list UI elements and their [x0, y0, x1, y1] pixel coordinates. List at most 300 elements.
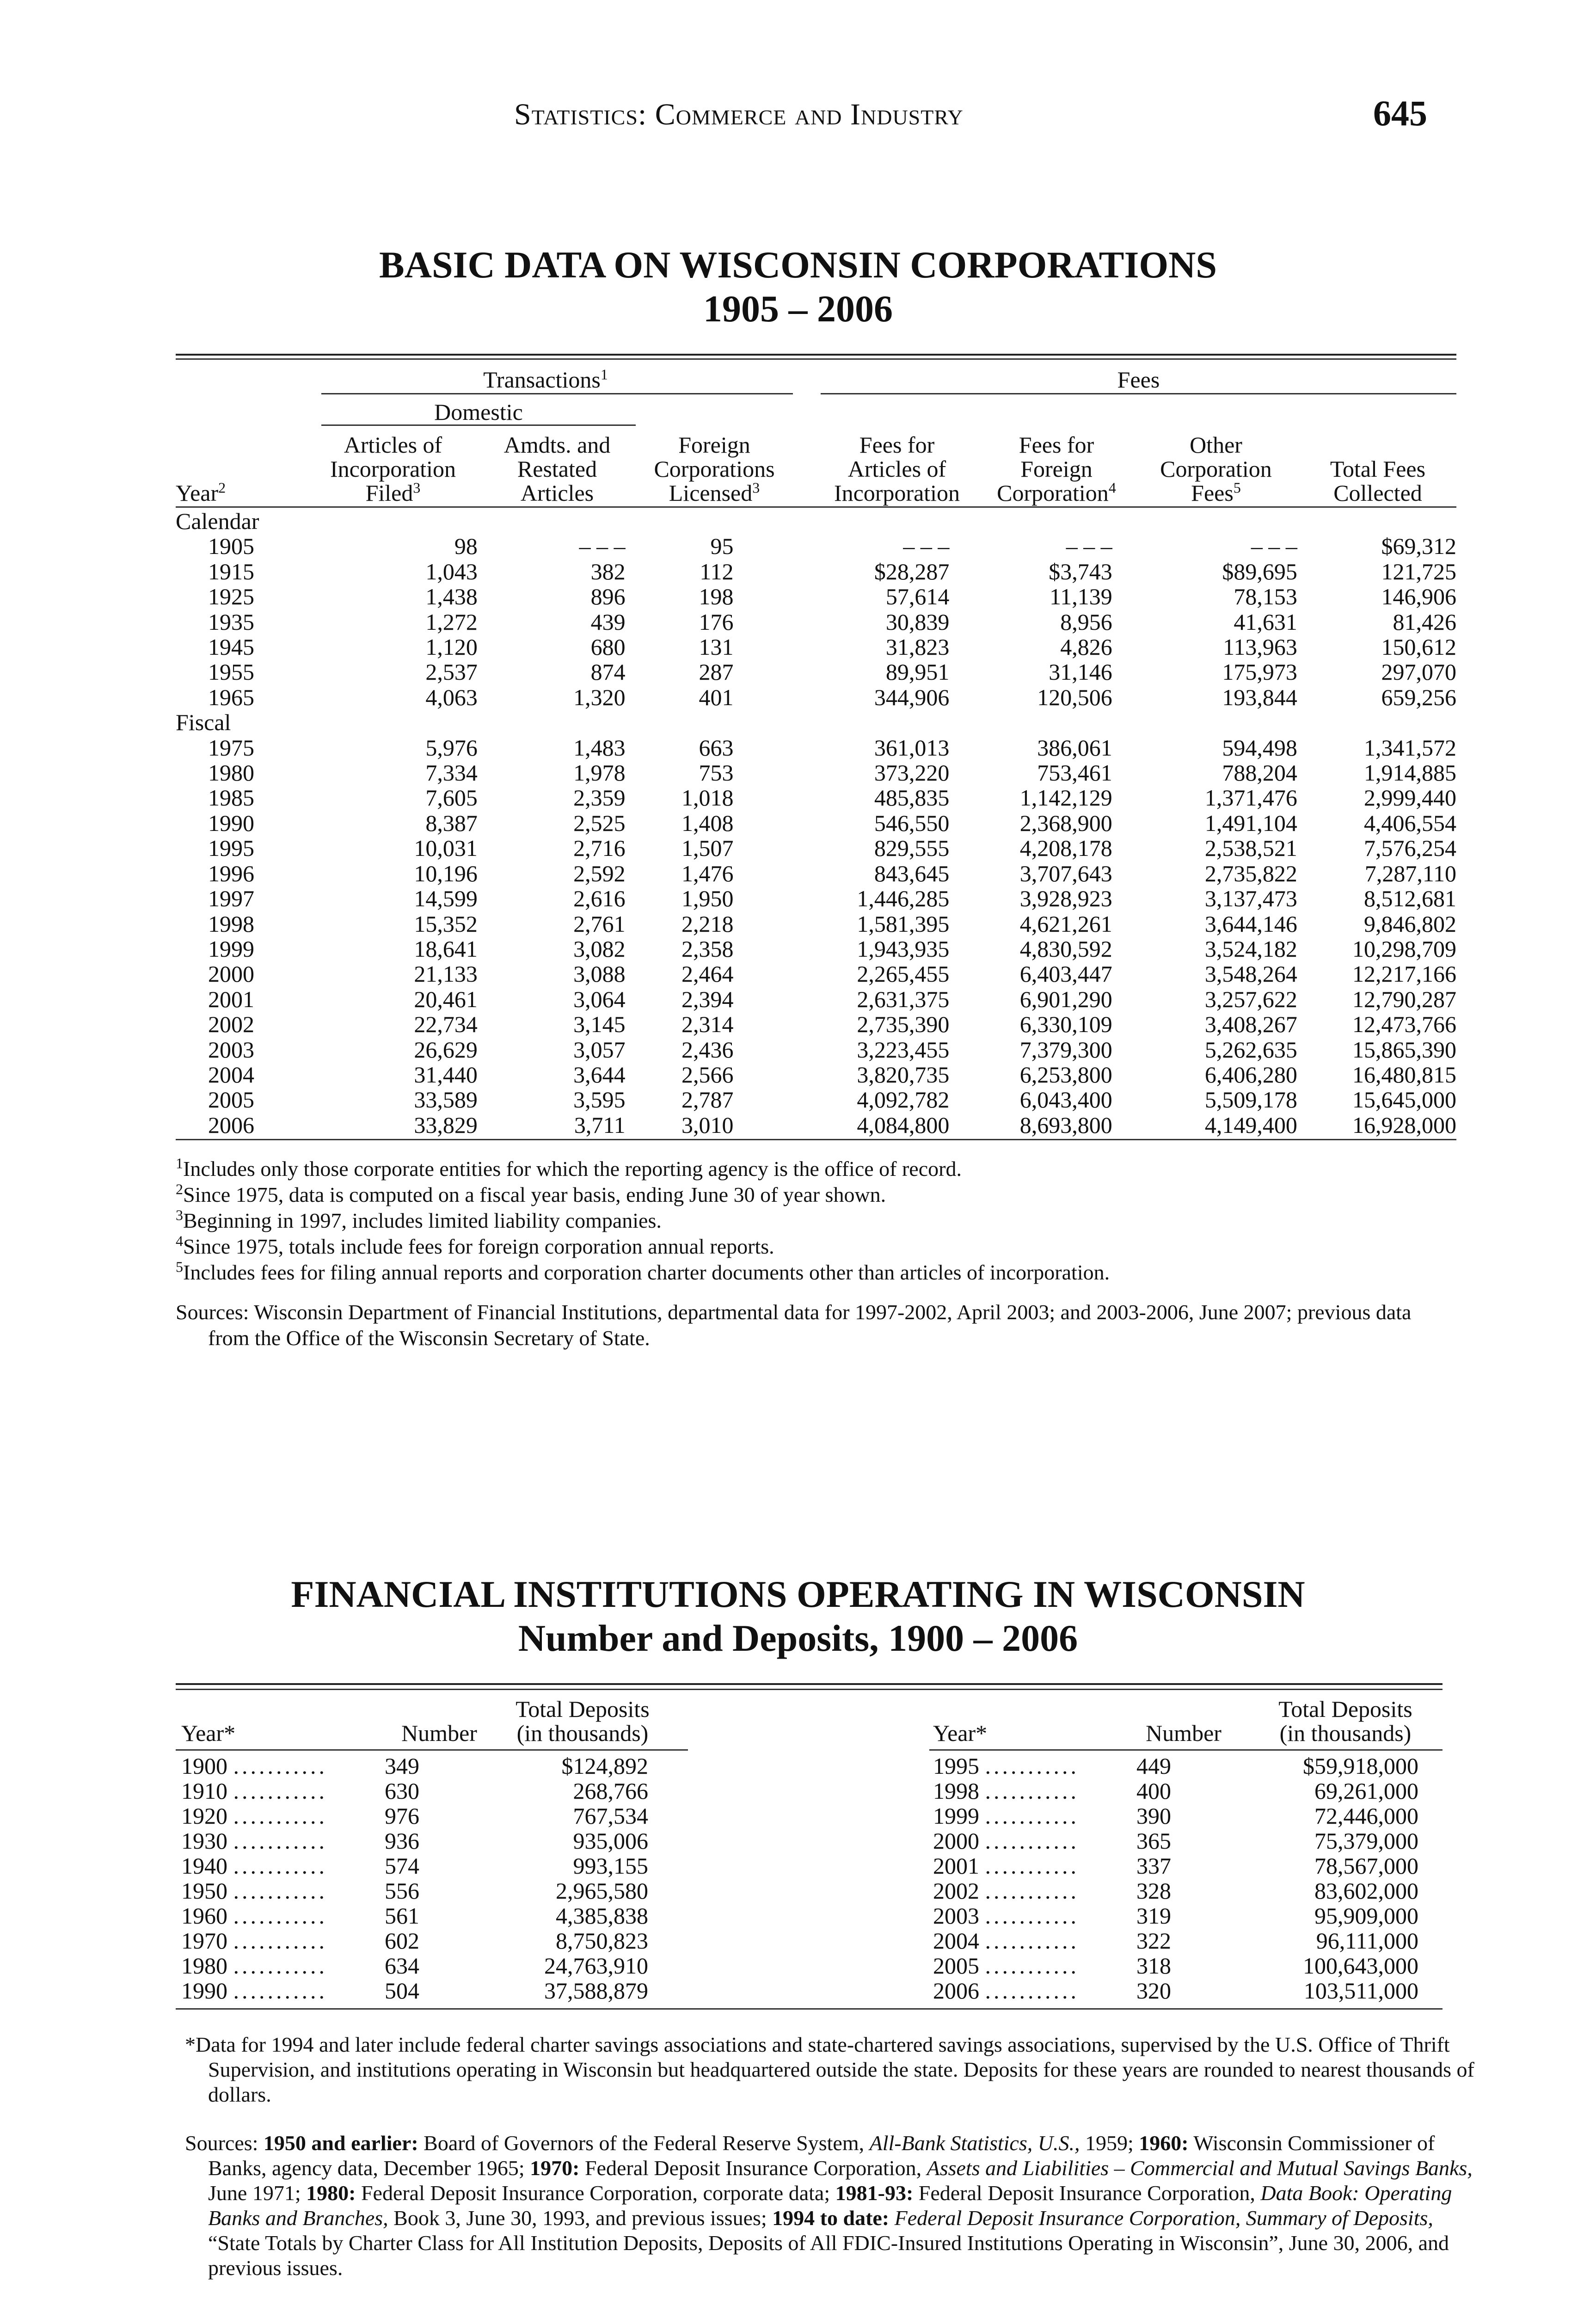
row-year: 1965 — [208, 684, 254, 710]
cell-value: 373,220 — [874, 760, 950, 786]
cell-value: 896 — [590, 584, 626, 610]
cell-value: 3,820,735 — [857, 1061, 950, 1088]
cell-value: 11,139 — [1050, 584, 1112, 610]
footnote — [176, 1182, 1456, 1208]
cell-value: 10,031 — [414, 835, 478, 861]
table-row — [176, 936, 1456, 961]
row-year: 1997 — [208, 885, 254, 912]
cell-value: 3,064 — [573, 986, 626, 1012]
cell-value: 31,440 — [414, 1061, 478, 1088]
row-year: 1975 — [208, 734, 254, 761]
footnote — [176, 1260, 1456, 1285]
row-year-cell — [933, 1878, 1132, 1903]
col-fees-articles-header: Fees for Articles of Incorporation — [834, 432, 960, 506]
corp-header-rule — [176, 506, 1456, 508]
cell-value: 21,133 — [414, 961, 478, 987]
cell-value: 2,525 — [573, 810, 626, 836]
footnote-text: Beginning in 1997, includes limited liability companies. — [183, 1209, 662, 1232]
row-year: 2000 — [933, 1828, 979, 1854]
cell-value: 1,371,476 — [1204, 785, 1297, 811]
cell-value: 95 — [710, 533, 734, 560]
row-year: 1996 — [208, 860, 254, 886]
cell-value: 7,379,300 — [1019, 1036, 1112, 1063]
cell-value: 6,403,447 — [1019, 961, 1112, 987]
table-row — [176, 534, 1456, 559]
row-year-cell — [181, 1778, 380, 1803]
col-foreign-header: Foreign Corporations Licensed$^3$ — [654, 432, 775, 506]
cell-value: 2,358 — [681, 935, 734, 962]
table-row — [933, 1928, 1418, 1953]
cell-value: 1,120 — [425, 634, 478, 660]
leader-dots: ........... — [985, 1903, 1079, 1929]
cell-value: 4,092,782 — [857, 1087, 950, 1113]
cell-value: 2,761 — [573, 910, 626, 937]
cell-value: 15,352 — [414, 910, 478, 937]
cell-value: 4,826 — [1060, 634, 1112, 660]
cell-number: 574 — [385, 1853, 419, 1879]
row-year: 2003 — [208, 1036, 254, 1063]
row-year: 2006 — [208, 1112, 254, 1138]
leader-dots: ........... — [233, 1778, 327, 1804]
cell-value: 3,257,622 — [1204, 986, 1297, 1012]
cell-number: 328 — [1136, 1878, 1171, 1904]
cell-value: 8,693,800 — [1019, 1112, 1112, 1138]
cell-value: 1,438 — [425, 584, 478, 610]
leader-dots: ........... — [233, 1803, 327, 1829]
cell-value: 3,644,146 — [1204, 910, 1297, 937]
footnote-text: Includes fees for filing annual reports and corporation charter documents other than articles of incorporation. — [183, 1261, 1110, 1284]
table-row — [181, 1903, 648, 1928]
cell-value: 4,406,554 — [1364, 810, 1456, 836]
table-row — [181, 1928, 648, 1953]
cell-deposits: 2,965,580 — [556, 1878, 648, 1904]
table-row — [933, 1853, 1418, 1878]
cell-value: 659,256 — [1381, 684, 1456, 710]
row-year-cell — [181, 1828, 380, 1853]
footnote-text: Since 1975, totals include fees for foreign corporation annual reports. — [183, 1235, 774, 1258]
cell-value: $89,695 — [1222, 558, 1297, 584]
col-articles-header: Articles of Incorporation Filed$^3$ — [330, 432, 456, 506]
row-year: 1940 — [181, 1853, 227, 1879]
cell-value: 18,641 — [414, 935, 478, 962]
cell-value: 15,645,000 — [1352, 1087, 1456, 1113]
cell-value: 120,506 — [1037, 684, 1112, 710]
leader-dots: ........... — [233, 1903, 327, 1929]
cell-deposits: 103,511,000 — [1303, 1978, 1418, 2004]
cell-deposits: 24,763,910 — [544, 1953, 648, 1979]
fin-right-year-header: Year* — [933, 1720, 988, 1746]
cell-value: 3,145 — [573, 1011, 626, 1038]
fin-top-rule — [176, 1683, 1443, 1685]
cell-value: 131 — [699, 634, 734, 660]
leader-dots: ........... — [985, 1803, 1079, 1829]
row-year: 1995 — [208, 835, 254, 861]
cell-value: 546,550 — [874, 810, 950, 836]
cell-deposits: 37,588,879 — [544, 1978, 648, 2004]
table-row — [176, 1012, 1456, 1037]
cell-value: 3,088 — [573, 961, 626, 987]
row-year: 2004 — [933, 1928, 979, 1954]
cell-value: 3,057 — [573, 1036, 626, 1063]
row-year-cell — [181, 1803, 380, 1828]
cell-number: 936 — [385, 1828, 419, 1854]
row-year: 2002 — [933, 1878, 979, 1904]
fin-bottom-rule — [176, 2008, 1443, 2010]
row-year: 1999 — [933, 1803, 979, 1829]
transactions-rule — [321, 393, 793, 394]
cell-value: 6,253,800 — [1019, 1061, 1112, 1088]
cell-number: 365 — [1136, 1828, 1171, 1854]
fin-left-deposits-header: Total Deposits (in thousands) — [516, 1696, 650, 1746]
cell-number: 556 — [385, 1878, 419, 1904]
row-year: 2003 — [933, 1903, 979, 1929]
table-row — [176, 584, 1456, 609]
cell-value: 2,716 — [573, 835, 626, 861]
cell-value: 1,483 — [573, 734, 626, 761]
cell-value: 297,070 — [1381, 659, 1456, 685]
cell-value: 31,146 — [1049, 659, 1112, 685]
cell-deposits: 100,643,000 — [1303, 1953, 1418, 1979]
cell-value: 485,835 — [874, 785, 950, 811]
cell-value: 8,512,681 — [1364, 885, 1456, 912]
table-row — [181, 1878, 648, 1903]
cell-value: 146,906 — [1381, 584, 1456, 610]
row-year: 1945 — [208, 634, 254, 660]
footnote-text: Includes only those corporate entities for which the reporting agency is the office of record. — [183, 1157, 962, 1181]
row-year: 1960 — [181, 1903, 227, 1929]
cell-value: 4,084,800 — [857, 1112, 950, 1138]
row-year: 1900 — [181, 1753, 227, 1779]
cell-number: 318 — [1136, 1953, 1171, 1979]
cell-number: 322 — [1136, 1928, 1171, 1954]
cell-value: 1,914,885 — [1364, 760, 1456, 786]
row-year: 1950 — [181, 1878, 227, 1904]
row-year: 2005 — [933, 1953, 979, 1979]
cell-number: 561 — [385, 1903, 419, 1929]
cell-value: 1,950 — [681, 885, 734, 912]
footnote — [176, 1234, 1456, 1260]
cell-value: 7,287,110 — [1364, 860, 1456, 886]
leader-dots: ........... — [233, 1978, 327, 2004]
leader-dots: ........... — [985, 1778, 1079, 1804]
row-year-cell — [181, 1753, 380, 1778]
row-year: 1980 — [208, 760, 254, 786]
cell-value: 3,137,473 — [1204, 885, 1297, 912]
table-row — [176, 836, 1456, 861]
cell-value: 57,614 — [885, 584, 950, 610]
cell-value: 2,218 — [681, 910, 734, 937]
table-row — [933, 1953, 1418, 1978]
fin-right-deposits-header: Total Deposits (in thousands) — [1278, 1696, 1412, 1746]
cell-value: 89,951 — [885, 659, 950, 685]
cell-value: 16,480,815 — [1352, 1061, 1456, 1088]
corp-title: BASIC DATA ON WISCONSIN CORPORATIONS — [379, 244, 1217, 286]
cell-value: 150,612 — [1381, 634, 1456, 660]
cell-value: 753,461 — [1037, 760, 1112, 786]
cell-value: 2,464 — [681, 961, 734, 987]
cell-value: 7,605 — [425, 785, 478, 811]
corp-subtitle: 1905 – 2006 — [703, 288, 893, 330]
cell-value: 2,787 — [681, 1087, 734, 1113]
table-row — [176, 886, 1456, 911]
cell-value: 113,963 — [1223, 634, 1297, 660]
corp-top-rule — [176, 354, 1456, 356]
cell-value: 287 — [699, 659, 734, 685]
cell-value: 1,408 — [681, 810, 734, 836]
table-row — [176, 609, 1456, 634]
col-year-header: Year$^2$ — [176, 479, 226, 506]
cell-value: 176 — [699, 609, 734, 635]
cell-value: 7,576,254 — [1364, 835, 1456, 861]
cell-value: 3,524,182 — [1204, 935, 1297, 962]
cell-value: 6,901,290 — [1019, 986, 1112, 1012]
cell-number: 976 — [385, 1803, 419, 1829]
cell-deposits: 83,602,000 — [1314, 1878, 1418, 1904]
table-row — [176, 1062, 1456, 1087]
row-year: 1915 — [208, 558, 254, 584]
cell-value: 2,616 — [573, 885, 626, 912]
cell-number: 449 — [1136, 1753, 1171, 1779]
cell-value: 81,426 — [1393, 609, 1456, 635]
footnote-number: 2 — [176, 1181, 183, 1198]
col-total-fees-header: Total Fees Collected — [1330, 456, 1426, 506]
cell-value: 4,208,178 — [1019, 835, 1112, 861]
leader-dots: ........... — [233, 1878, 327, 1904]
cell-value: 4,149,400 — [1204, 1112, 1297, 1138]
cell-value: 680 — [590, 634, 626, 660]
cell-value: 15,865,390 — [1352, 1036, 1456, 1063]
col-other-fees-header: Other Corporation Fees$^5$ — [1160, 432, 1272, 506]
cell-value: 382 — [590, 558, 626, 584]
cell-value: 2,735,822 — [1204, 860, 1297, 886]
table-row — [176, 1087, 1456, 1112]
cell-deposits: 75,379,000 — [1314, 1828, 1418, 1854]
table-row — [933, 1828, 1418, 1853]
cell-value: 1,507 — [681, 835, 734, 861]
cell-value: 3,082 — [573, 935, 626, 962]
cell-value: $3,743 — [1049, 558, 1112, 584]
row-year: 1998 — [933, 1778, 979, 1804]
cell-value: 5,509,178 — [1204, 1087, 1297, 1113]
cell-value: 5,262,635 — [1204, 1036, 1297, 1063]
cell-value: 22,734 — [414, 1011, 478, 1038]
row-year-cell — [933, 1853, 1132, 1878]
footnote-number: 3 — [176, 1206, 183, 1224]
fees-header: Fees — [1117, 367, 1160, 393]
cell-value: 1,581,395 — [857, 910, 950, 937]
cell-value: 2,537 — [425, 659, 478, 685]
section-fiscal — [176, 710, 1456, 735]
cell-value: 2,592 — [573, 860, 626, 886]
leader-dots: ........... — [233, 1853, 327, 1879]
cell-deposits: 72,446,000 — [1314, 1803, 1418, 1829]
cell-value: 2,436 — [681, 1036, 734, 1063]
row-year: 2005 — [208, 1087, 254, 1113]
cell-value: 33,829 — [414, 1112, 478, 1138]
table-row — [176, 961, 1456, 986]
footnote — [176, 1208, 1456, 1234]
cell-number: 602 — [385, 1928, 419, 1954]
cell-deposits: 78,567,000 — [1314, 1853, 1418, 1879]
cell-value: 2,735,390 — [857, 1011, 950, 1038]
table-row — [933, 1903, 1418, 1928]
cell-value: – – – — [903, 533, 950, 560]
table-row — [933, 1778, 1418, 1803]
cell-value: 386,061 — [1037, 734, 1112, 761]
corp-sources: Sources: Wisconsin Department of Financial Institutions, departmental data for 1997-2002, April 2003; and 2003-2006, June 2007; previous data from the Office of the Wisconsin Secretary of State. — [176, 1300, 1412, 1350]
cell-value: 3,595 — [573, 1087, 626, 1113]
fin-right-header-rule — [929, 1749, 1443, 1751]
fin-title: FINANCIAL INSTITUTIONS OPERATING IN WISCONSIN — [291, 1573, 1305, 1615]
table-row — [176, 811, 1456, 836]
cell-value: 1,043 — [425, 558, 478, 584]
fin-left-table — [181, 1753, 648, 2003]
row-year: 2000 — [208, 961, 254, 987]
cell-number: 320 — [1136, 1978, 1171, 2004]
cell-value: 112 — [700, 558, 734, 584]
table-row — [933, 1978, 1418, 2003]
table-row — [933, 1878, 1418, 1903]
leader-dots: ........... — [233, 1753, 327, 1779]
cell-value: 663 — [699, 734, 734, 761]
row-year-cell — [933, 1778, 1132, 1803]
cell-value: – – – — [1066, 533, 1112, 560]
leader-dots: ........... — [233, 1928, 327, 1954]
cell-value: 31,823 — [885, 634, 950, 660]
cell-value: 2,314 — [681, 1011, 734, 1038]
cell-value: 1,341,572 — [1364, 734, 1456, 761]
cell-value: 788,204 — [1222, 760, 1297, 786]
cell-deposits: 96,111,000 — [1316, 1928, 1418, 1954]
section-calendar-label: Calendar — [176, 508, 259, 534]
cell-value: 829,555 — [874, 835, 950, 861]
transactions-header: Transactions$^1$ — [483, 366, 608, 393]
cell-value: 26,629 — [414, 1036, 478, 1063]
row-year: 1990 — [208, 810, 254, 836]
fin-right-table — [933, 1753, 1418, 2003]
footnote-text: Since 1975, data is computed on a fiscal year basis, ending June 30 of year shown. — [183, 1183, 886, 1206]
cell-number: 634 — [385, 1953, 419, 1979]
fin-note: *Data for 1994 and later include federal charter savings associations and state-chartered savings associations, supervised by the U.S. Office of Thrift Supervision, and institutions operating in Wisconsin but headquartered outside the state. Deposits for these years are rounded to nearest thousands of dollars. — [185, 2033, 1474, 2106]
fin-top-rule-2 — [176, 1689, 1443, 1690]
cell-value: 1,491,104 — [1204, 810, 1297, 836]
cell-deposits: 935,006 — [573, 1828, 648, 1854]
row-year: 1995 — [933, 1753, 979, 1779]
cell-value: 3,223,455 — [857, 1036, 950, 1063]
cell-value: 1,320 — [573, 684, 626, 710]
cell-value: 2,999,440 — [1364, 785, 1456, 811]
cell-value: 6,406,280 — [1204, 1061, 1297, 1088]
cell-value: 594,498 — [1222, 734, 1297, 761]
row-year: 1935 — [208, 609, 254, 635]
table-row — [181, 1978, 648, 2003]
table-row — [176, 735, 1456, 760]
table-row — [181, 1953, 648, 1978]
row-year: 1920 — [181, 1803, 227, 1829]
cell-value: – – – — [579, 533, 626, 560]
table-row — [181, 1803, 648, 1828]
cell-value: 401 — [699, 684, 734, 710]
cell-value: 121,725 — [1381, 558, 1456, 584]
fees-rule — [821, 393, 1456, 394]
table-row — [176, 987, 1456, 1012]
row-year-cell — [933, 1803, 1132, 1828]
cell-value: 2,359 — [573, 785, 626, 811]
footnote — [176, 1156, 1456, 1182]
row-year: 2001 — [933, 1853, 979, 1879]
cell-value: 7,334 — [425, 760, 478, 786]
footnote-number: 5 — [176, 1258, 183, 1275]
cell-deposits: 268,766 — [573, 1778, 648, 1804]
row-year-cell — [933, 1928, 1132, 1953]
cell-value: 3,548,264 — [1204, 961, 1297, 987]
row-year: 1930 — [181, 1828, 227, 1854]
cell-deposits: 95,909,000 — [1314, 1903, 1418, 1929]
cell-value: – – – — [1251, 533, 1297, 560]
fin-left-year-header: Year* — [181, 1720, 236, 1746]
cell-deposits: 8,750,823 — [556, 1928, 648, 1954]
cell-value: 6,330,109 — [1019, 1011, 1112, 1038]
row-year-cell — [181, 1928, 380, 1953]
row-year: 1980 — [181, 1953, 227, 1979]
cell-value: 6,043,400 — [1019, 1087, 1112, 1113]
cell-value: 1,272 — [425, 609, 478, 635]
row-year: 2002 — [208, 1011, 254, 1038]
cell-value: 4,621,261 — [1019, 910, 1112, 937]
cell-value: 41,631 — [1234, 609, 1297, 635]
corp-footnotes — [176, 1156, 1456, 1285]
fin-left-number-header: Number — [401, 1720, 477, 1746]
cell-value: 4,063 — [425, 684, 478, 710]
cell-deposits: 993,155 — [573, 1853, 648, 1879]
cell-value: 1,142,129 — [1019, 785, 1112, 811]
row-year: 2006 — [933, 1978, 979, 2004]
cell-value: 12,790,287 — [1352, 986, 1456, 1012]
row-year-cell — [181, 1878, 380, 1903]
domestic-rule — [321, 424, 636, 426]
section-fiscal-label: Fiscal — [176, 709, 231, 736]
row-year: 1905 — [208, 533, 254, 560]
table-row — [176, 559, 1456, 584]
cell-value: 5,976 — [425, 734, 478, 761]
cell-value: 874 — [590, 659, 626, 685]
cell-deposits: 767,534 — [573, 1803, 648, 1829]
row-year: 1925 — [208, 584, 254, 610]
cell-number: 319 — [1136, 1903, 1171, 1929]
corp-bottom-rule — [176, 1139, 1456, 1140]
table-row — [176, 785, 1456, 810]
cell-value: 2,631,375 — [857, 986, 950, 1012]
leader-dots: ........... — [985, 1853, 1079, 1879]
cell-value: 1,943,935 — [857, 935, 950, 962]
leader-dots: ........... — [985, 1928, 1079, 1954]
cell-value: 2,265,455 — [857, 961, 950, 987]
cell-value: 753 — [699, 760, 734, 786]
cell-value: 20,461 — [414, 986, 478, 1012]
cell-value: 12,473,766 — [1352, 1011, 1456, 1038]
leader-dots: ........... — [985, 1953, 1079, 1979]
cell-value: 2,368,900 — [1019, 810, 1112, 836]
cell-value: $69,312 — [1381, 533, 1456, 560]
row-year: 2001 — [208, 986, 254, 1012]
cell-value: 439 — [590, 609, 626, 635]
col-amendments-header: Amdts. and Restated Articles — [503, 432, 611, 506]
table-row — [933, 1803, 1418, 1828]
row-year: 1985 — [208, 785, 254, 811]
corp-top-rule-2 — [176, 358, 1456, 360]
row-year: 1970 — [181, 1928, 227, 1954]
cell-value: 30,839 — [885, 609, 950, 635]
